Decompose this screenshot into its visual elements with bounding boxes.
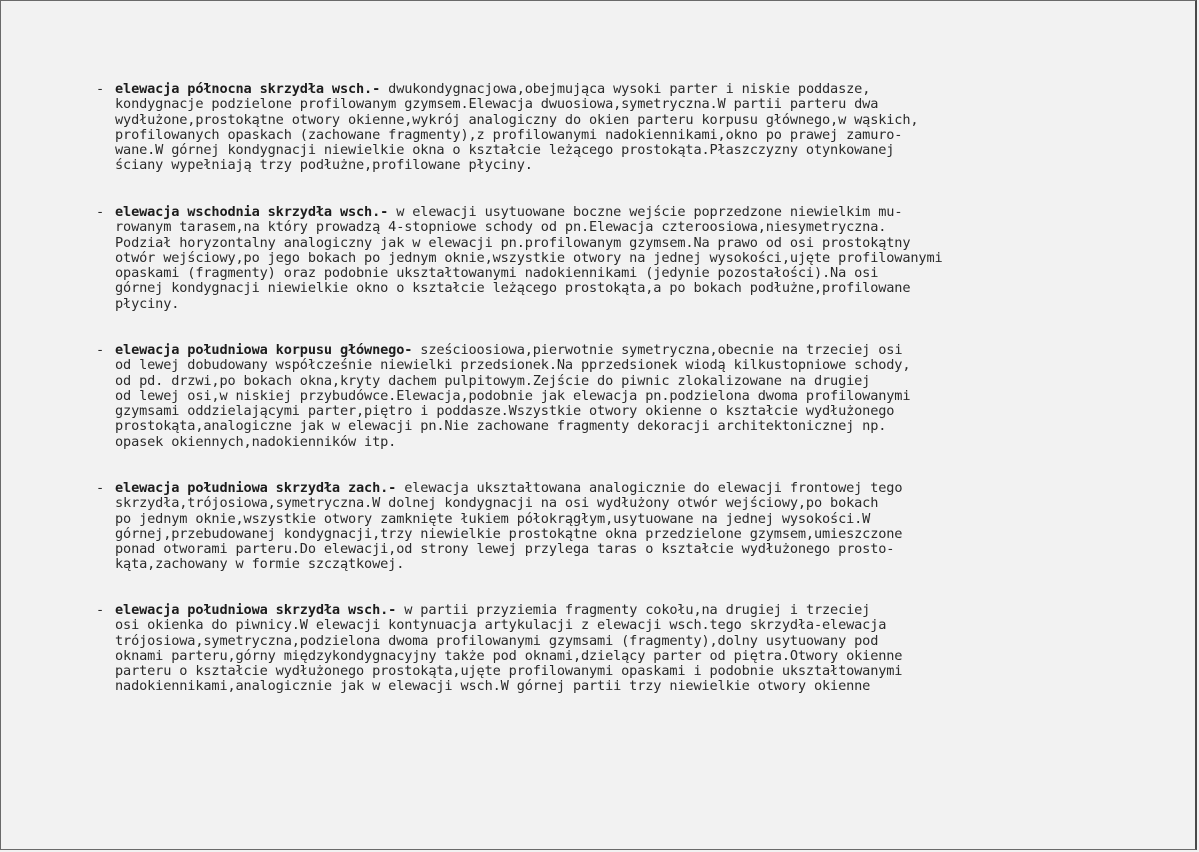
entry-text-line: profilowanych opaskach (zachowane fragmenty),z profilowanymi nadokiennikami,okno po prawej zamuro- <box>115 126 903 143</box>
entry-text-line: górnej,przebudowanej kondygnacji,trzy niewielkie prostokątne okna przedzielone gzymsem,umieszczone <box>115 525 903 542</box>
entry-east-elevation-east-wing <box>96 205 1166 312</box>
entry-text-line: górnej kondygnacji niewielkie okno o kształcie leżącego prostokąta,a po bokach podłużne,profilowane <box>115 280 911 297</box>
entry-first-line <box>96 603 1166 618</box>
entry-heading: elewacja południowa skrzydła wsch.- <box>115 602 397 618</box>
entry-text-line: wydłużone,prostokątne otwory okienne,wykrój analogiczny do okien parteru korpusu głównego,w wąskich, <box>115 111 919 128</box>
entry-text-line: płyciny. <box>115 295 180 312</box>
entry-text: w partii przyziemia fragmenty cokołu,na drugiej i trzeciej <box>396 602 871 618</box>
entry-text-line: skrzydła,trójosiowa,symetryczna.W dolnej kondygnacji na osi wydłużony otwór wejściowy,po bokach <box>115 495 879 512</box>
entry-south-elevation-west-wing <box>96 481 1166 573</box>
entry-text-line: opasek okiennych,nadokienników itp. <box>115 433 397 450</box>
list-dash: - <box>96 342 105 358</box>
entry-text: w elewacji usytuowane boczne wejście poprzedzone niewielkim mu- <box>388 204 903 220</box>
entry-text-line: otwór wejściowy,po jego bokach po jednym oknie,wszystkie otwory na jednej wysokości,ujęte profilowanymi <box>115 249 943 266</box>
entry-text-line: wane.W górnej kondygnacji niewielkie okna o kształcie leżącego prostokąta.Płaszczyzny otynkowanej <box>115 142 895 159</box>
entry-text-line: prostokąta,analogiczne jak w elewacji pn.Nie zachowane fragmenty dekoracji architektonicznej np. <box>115 418 887 435</box>
entry-text: dwukondygnacjowa,obejmująca wysoki parter i niskie poddasze, <box>380 81 871 97</box>
entry-text-line: oknami parteru,górny międzykondygnacyjny także pod oknami,dzielący parter od piętra.Otwory okienne <box>115 647 903 664</box>
entry-text-line: ponad otworami parteru.Do elewacji,od strony lewej przylega taras o kształcie wydłużonego prosto- <box>115 541 895 558</box>
entry-first-line <box>96 481 1166 496</box>
entry-text: sześcioosiowa,pierwotnie symetryczna,obecnie na trzeciej osi <box>412 342 903 358</box>
entry-text-line: trójosiowa,symetryczna,podzielona dwoma profilowanymi gzymsami (fragmenty),dolny usytuowany pod <box>115 632 879 649</box>
entry-first-line <box>96 343 1166 358</box>
entry-text-line: gzymsami oddzielającymi parter,piętro i poddasze.Wszystkie otwory okienne o kształcie wydłużonego <box>115 403 895 420</box>
entry-text-line: parteru o kształcie wydłużonego prostokąta,ujęte profilowanymi opaskami i podobnie ukształtowanymi <box>115 663 903 680</box>
list-dash: - <box>96 480 105 496</box>
entry-text-line: osi okienka do piwnicy.W elewacji kontynuacja artykulacji z elewacji wsch.tego skrzydła-elewacja <box>115 617 887 634</box>
entry-text-line: kąta,zachowany w formie szczątkowej. <box>115 556 405 573</box>
entry-heading: elewacja wschodnia skrzydła wsch.- <box>115 204 389 220</box>
list-dash: - <box>96 602 105 618</box>
entry-text-line: opaskami (fragmenty) oraz podobnie ukształtowanymi nadokiennikami (jedynie pozostałości).Na osi <box>115 265 879 282</box>
entry-text-line: Podział horyzontalny analogiczny jak w elewacji pn.profilowanym gzymsem.Na prawo od osi prostokątny <box>115 234 911 251</box>
entry-first-line <box>96 205 1166 220</box>
entry-text-line: nadokiennikami,analogicznie jak w elewacji wsch.W górnej partii trzy niewielkie otwory okienne <box>115 678 871 695</box>
entry-south-elevation-main-body <box>96 343 1166 450</box>
entry-heading: elewacja południowa skrzydła zach.- <box>115 480 397 496</box>
entry-text-line: rowanym tarasem,na który prowadzą 4-stopniowe schody od pn.Elewacja czteroosiowa,niesymetryczna. <box>115 219 887 236</box>
entry-heading: elewacja północna skrzydła wsch.- <box>115 81 381 97</box>
entry-text-line: ściany wypełniają trzy podłużne,profilowane płyciny. <box>115 157 533 174</box>
entry-north-elevation-east-wing <box>96 82 1166 174</box>
entry-text-line: od lewej dobudowany współcześnie niewielki przedsionek.Na pprzedsionek wiodą kilkustopniowe schody, <box>115 357 911 374</box>
entry-text: elewacja ukształtowana analogicznie do elewacji frontowej tego <box>396 480 903 496</box>
entry-text-line: od pd. drzwi,po bokach okna,kryty dachem pulpitowym.Zejście do piwnic zlokalizowane na drugiej <box>115 372 871 389</box>
list-dash: - <box>96 81 105 97</box>
entry-text-line: po jednym oknie,wszystkie otwory zamknięte łukiem półokrągłym,usytuowane na jednej wysokości.W <box>115 510 871 527</box>
list-dash: - <box>96 204 105 220</box>
entry-text-line: kondygnacje podzielone profilowanym gzymsem.Elewacja dwuosiowa,symetryczna.W partii parteru dwa <box>115 96 879 113</box>
entry-heading: elewacja południowa korpusu głównego- <box>115 342 413 358</box>
entry-south-elevation-east-wing <box>96 603 1166 695</box>
entry-first-line <box>96 82 1166 97</box>
entry-text-line: od lewej osi,w niskiej przybudówce.Elewacja,podobnie jak elewacja pn.podzielona dwoma profilowanymi <box>115 387 911 404</box>
